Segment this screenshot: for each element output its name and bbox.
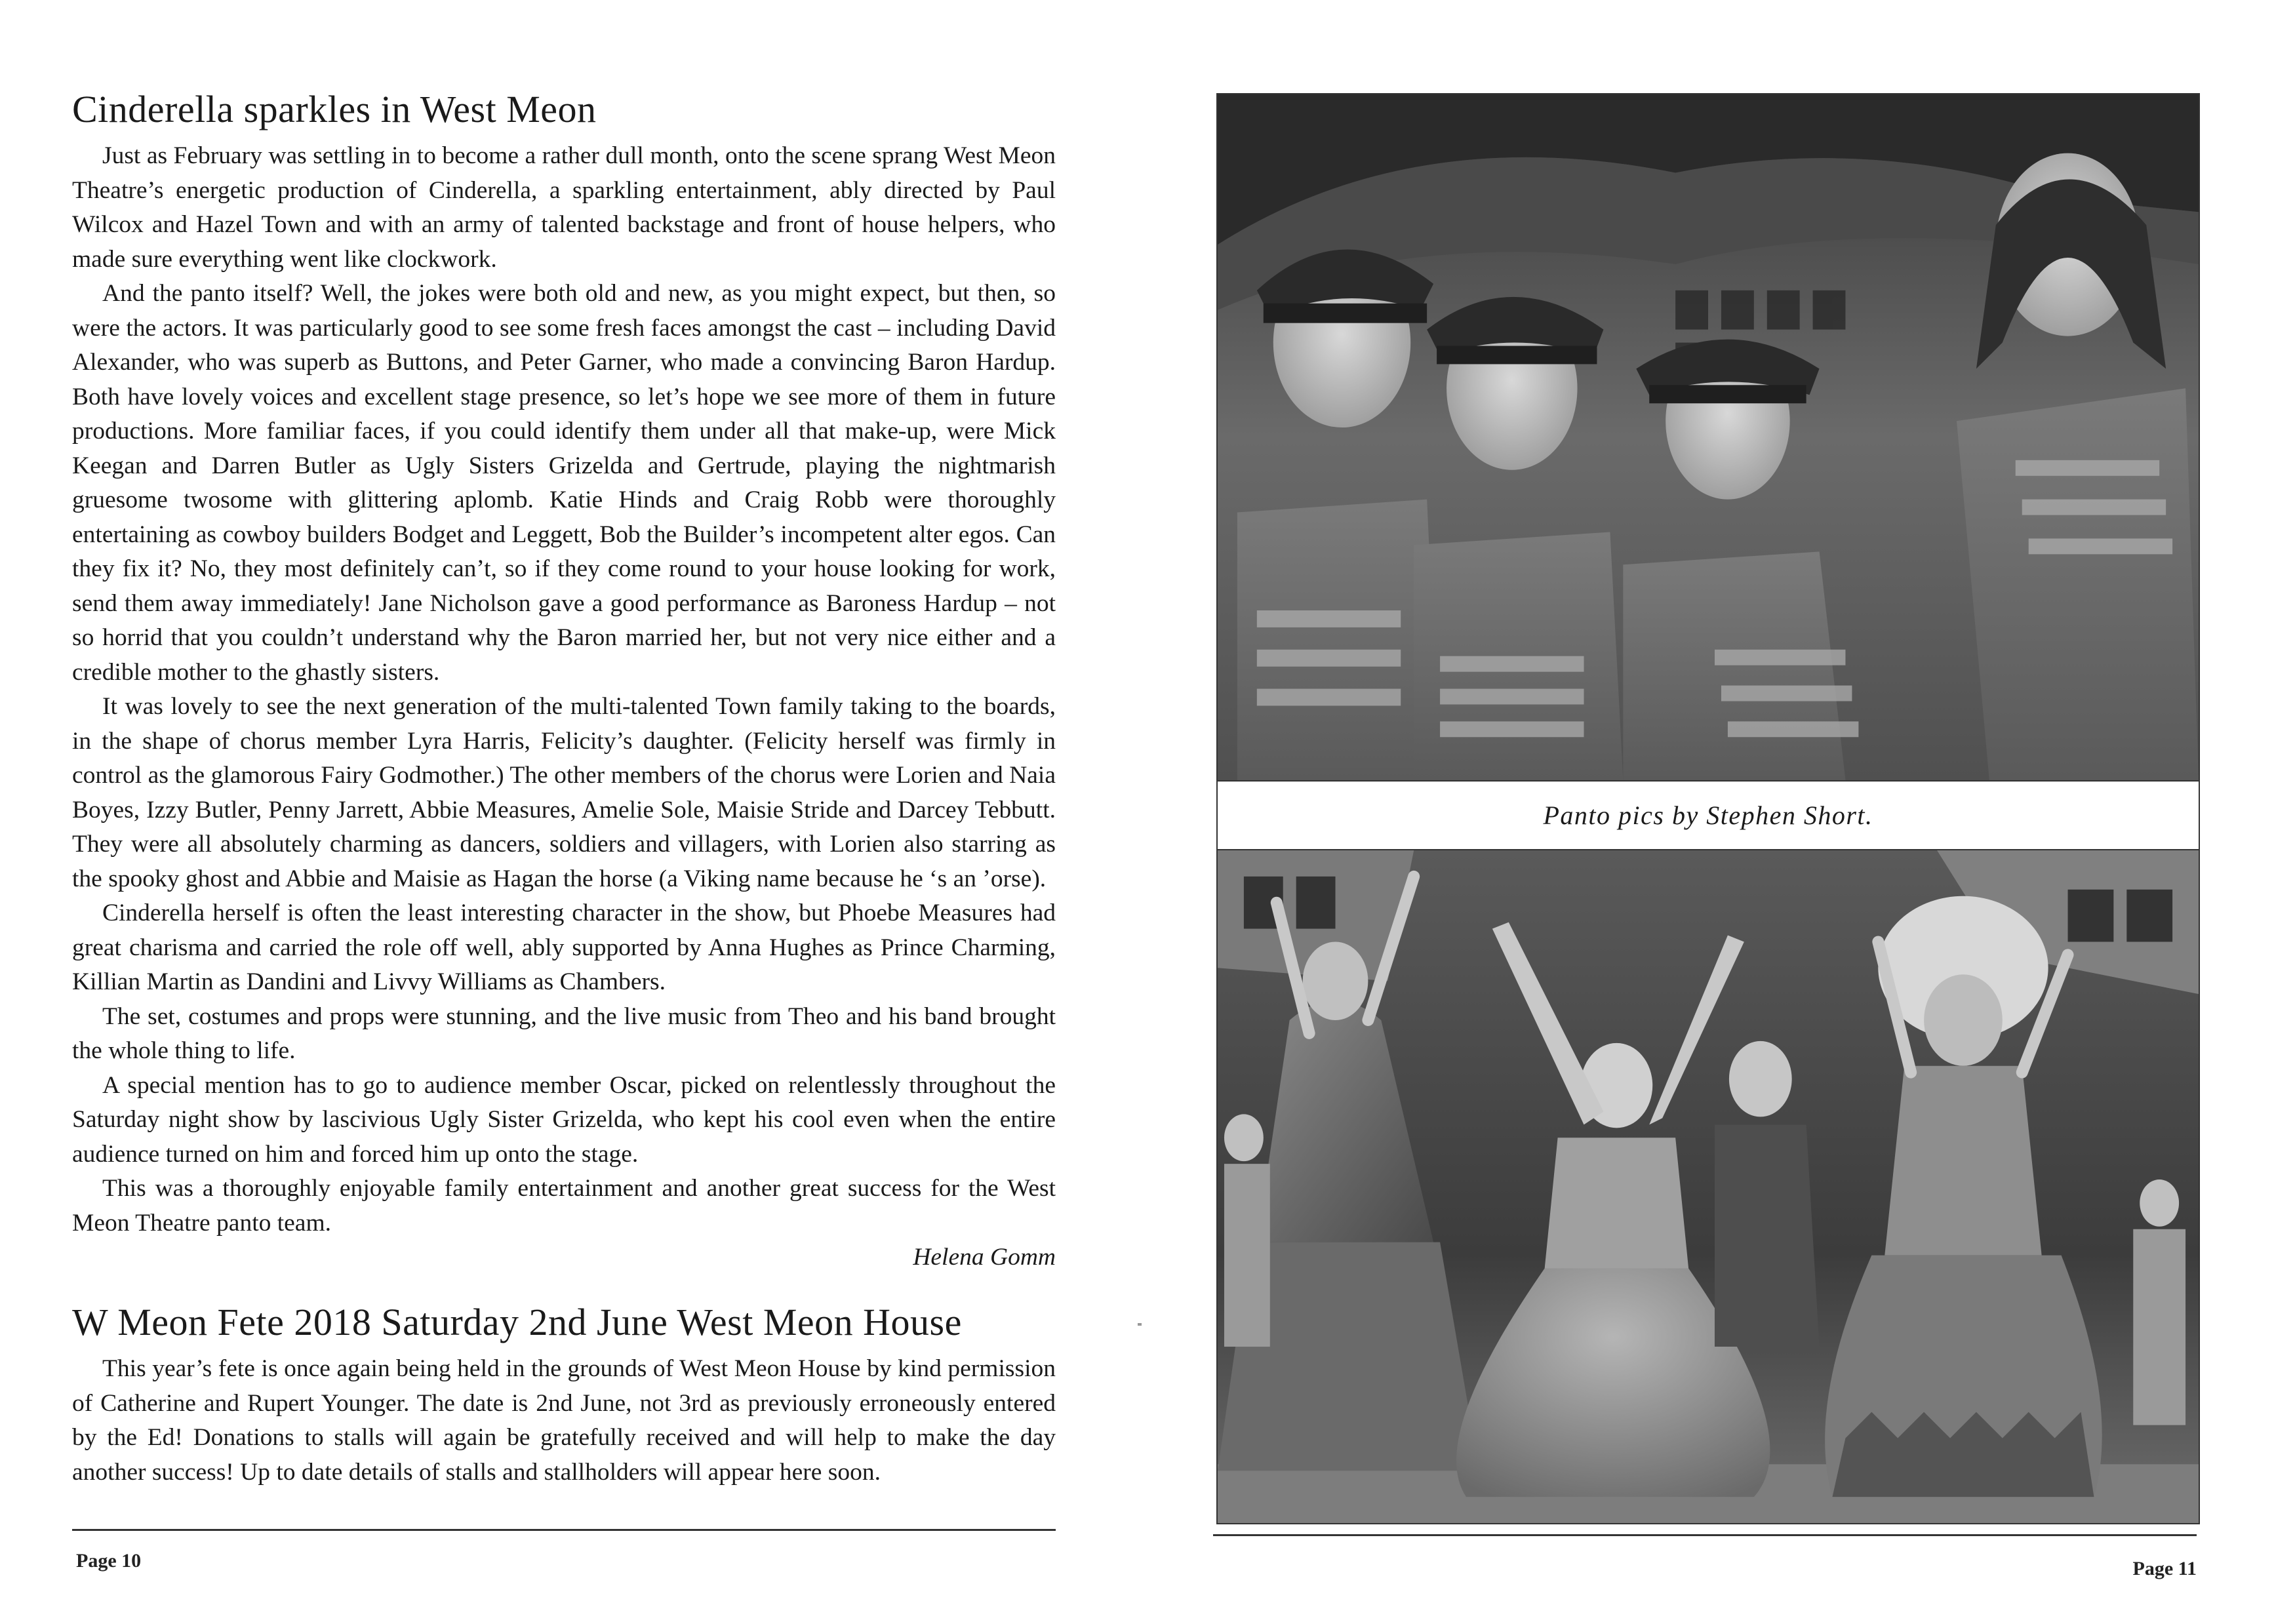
fete-headline: W Meon Fete 2018 Saturday 2nd June West Meon House xyxy=(72,1301,962,1343)
article-paragraph-3: It was lovely to see the next generation of the multi-talented Town family taking to the boards, in the shape of chorus member Lyra Harris, Felicity’s daughter. (Felicity herself was firmly in control as the glamorous Fairy Godmother.) The other members of the chorus were Lorien and Naia Boyes, Izzy Butler, Penny Jarrett, Abbie Measures, Amelie Sole, Maisie Stride and Darcey Tebbutt. They were all absolutely charming as dancers, soldiers and villagers, with Lorien also starring as the spooky ghost and Abbie and Maisie as Hagan the horse (a Viking name because he ‘s an ’orse). xyxy=(72,693,1056,892)
cinderella-article xyxy=(72,85,1056,1275)
stage-photo xyxy=(1216,849,2200,1524)
stage-photo-image xyxy=(1218,850,2199,1523)
footer-rule xyxy=(72,1529,1056,1531)
footer-rule xyxy=(1213,1534,2197,1536)
article-closing-paragraph: This was a thoroughly enjoyable family entertainment and another great success for the West Meon Theatre panto team. xyxy=(72,1175,1056,1237)
right-page xyxy=(1148,0,2295,1624)
page-number: Page 11 xyxy=(2132,1558,2197,1579)
cinderella-headline: Cinderella sparkles in West Meon xyxy=(72,88,597,130)
fete-article xyxy=(72,1298,1056,1490)
article-paragraph-2: And the panto itself? Well, the jokes were both old and new, as you might expect, but then, so were the actors. It was particularly good to see some fresh faces amongst the cast – including David Alexander, who was superb as Buttons, and Peter Garner, who made a convincing Baron Hardup. Both have lovely voices and excellent stage presence, so let’s hope we see more of them in future productions. More familiar faces, if you could identify them under all that make-up, were Mick Keegan and Darren Butler as Ugly Sisters Grizelda and Gertrude, playing the nightmarish gruesome twosome with glittering aplomb. Katie Hinds and Craig Robb were thoroughly entertaining as cowboy builders Bodget and Leggett, Bob the Builder’s incompetent alter egos. Can they fix it? No, they most definitely can’t, so if they come round to your house looking for work, send them away immediately! Jane Nicholson gave a good performance as Baroness Hardup – not so horrid that you couldn’t understand why the Baron married her, but not very nice either and a credible mother to the ghastly sisters. xyxy=(72,280,1056,686)
fete-paragraph: This year’s fete is once again being held in the grounds of West Meon House by kind permission of Catherine and Rupert Younger. The date is 2nd June, not 3rd as previously erroneously entered by the Ed! Donations to stalls will again be gratefully received and will help to make the day another success! Up to date details of stalls and stallholders will appear here soon. xyxy=(72,1355,1056,1486)
soldiers-photo xyxy=(1216,93,2200,782)
article-paragraph-6: A special mention has to go to audience member Oscar, picked on relentlessly throughout the Saturday night show by lascivious Ugly Sister Grizelda, who kept his cool even when the entire audience turned on him and forced him up onto the stage. xyxy=(72,1071,1056,1168)
page-number: Page 10 xyxy=(76,1550,142,1572)
article-paragraph-4: Cinderella herself is often the least interesting character in the show, but Phoebe Measures had great charisma and carried the role off well, ably supported by Anna Hughes as Prince Charming, Killian Martin as Dandini and Livvy Williams as Chambers. xyxy=(72,900,1056,995)
soldiers-photo-image xyxy=(1218,94,2199,780)
scan-speck xyxy=(1138,1323,1142,1326)
article-paragraph-1: Just as February was settling in to become a rather dull month, onto the scene sprang West Meon Theatre’s energetic production of Cinderella, a sparkling entertainment, ably directed by Paul Wilcox and Hazel Town and with an army of talented backstage and front of house helpers, who made sure everything went like clockwork. xyxy=(72,142,1056,273)
photo-caption: Panto pics by Stephen Short. xyxy=(1216,782,2200,849)
article-paragraph-5: The set, costumes and props were stunning, and the live music from Theo and his band brought the whole thing to life. xyxy=(72,1002,1056,1064)
byline-row xyxy=(72,1240,1056,1275)
article-byline: Helena Gomm xyxy=(913,1244,1056,1271)
